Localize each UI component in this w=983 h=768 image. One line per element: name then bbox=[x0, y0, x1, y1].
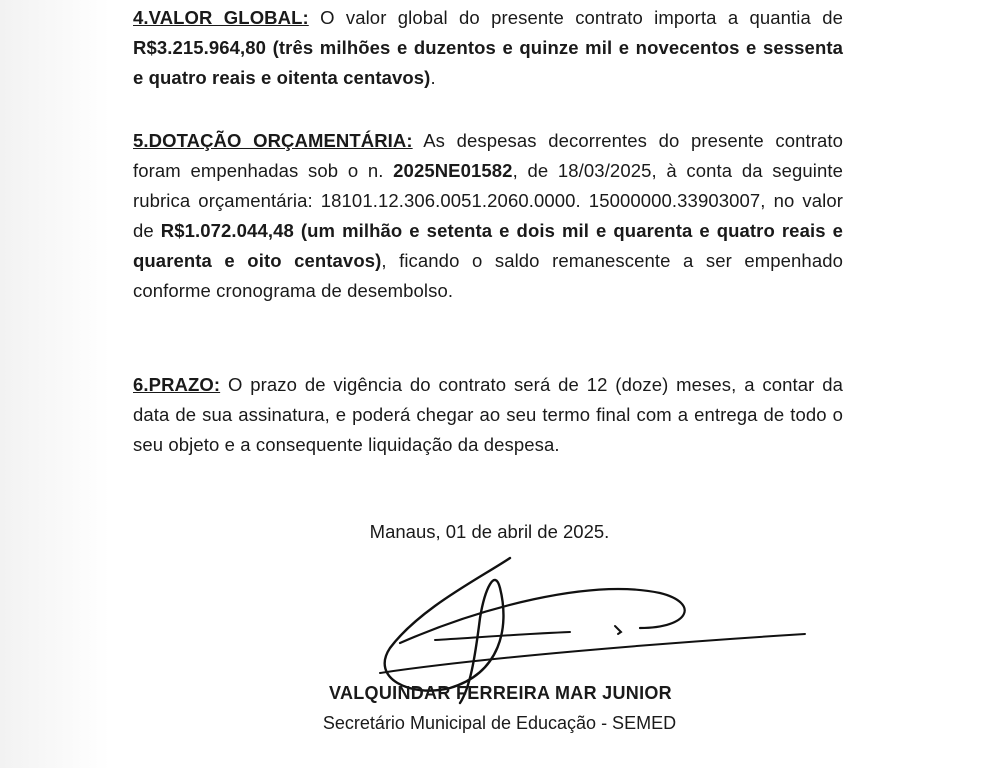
clause-6-heading: 6.PRAZO: bbox=[133, 374, 221, 395]
clause-4-end: . bbox=[430, 67, 436, 88]
signer-name bbox=[0, 680, 983, 706]
clause-5-text-2: , de 18/03/2025, à conta da seguinte rubrica orçamentária: 18101.12.306.0051.2060.0000. 15000000.33903007, no valor de bbox=[133, 160, 843, 241]
clause-6-prazo bbox=[133, 370, 843, 460]
clause-5-dotacao-orcamentaria bbox=[133, 126, 843, 306]
clause-4-text: O valor global do presente contrato importa a quantia de bbox=[308, 7, 843, 28]
clause-5-text-1: As despesas decorrentes do presente contrato foram empenhadas sob o n. bbox=[133, 130, 843, 181]
signer-name-text: VALQUINDAR FERREIRA MAR JUNIOR bbox=[328, 683, 672, 703]
clause-4-heading: 4.VALOR GLOBAL: bbox=[133, 7, 309, 28]
signer-role bbox=[0, 710, 983, 736]
clause-4-amount-words: (três milhões e duzentos e quinze mil e novecentos e sessenta e quatro reais e oitenta centavos) bbox=[133, 37, 843, 88]
place-and-date-text: Manaus, 01 de abril de 2025. bbox=[369, 521, 610, 542]
clause-4-amount: R$3.215.964,80 bbox=[133, 37, 267, 58]
clause-5-text-3: , ficando o saldo remanescente a ser empenhado conforme cronograma de desembolso. bbox=[133, 250, 843, 301]
clause-5-amount-words: (um milhão e setenta e dois mil e quarenta e quatro reais e quarenta e oito centavos) bbox=[133, 220, 843, 271]
signer-role-text: Secretário Municipal de Educação - SEMED bbox=[322, 713, 677, 733]
clause-5-heading: 5.DOTAÇÃO ORÇAMENTÁRIA: bbox=[133, 130, 413, 151]
scan-edge-shadow bbox=[0, 0, 110, 768]
clause-5-commitment-number: 2025NE01582 bbox=[393, 160, 513, 181]
clause-4-valor-global bbox=[133, 3, 843, 93]
place-and-date bbox=[0, 517, 983, 547]
clause-6-text: O prazo de vigência do contrato será de 12 (doze) meses, a contar da data de sua assinatura, e poderá chegar ao seu termo final com a entrega de todo o seu objeto e a consequente liquidação da despesa. bbox=[133, 374, 843, 455]
clause-5-amount: R$1.072.044,48 bbox=[160, 220, 294, 241]
